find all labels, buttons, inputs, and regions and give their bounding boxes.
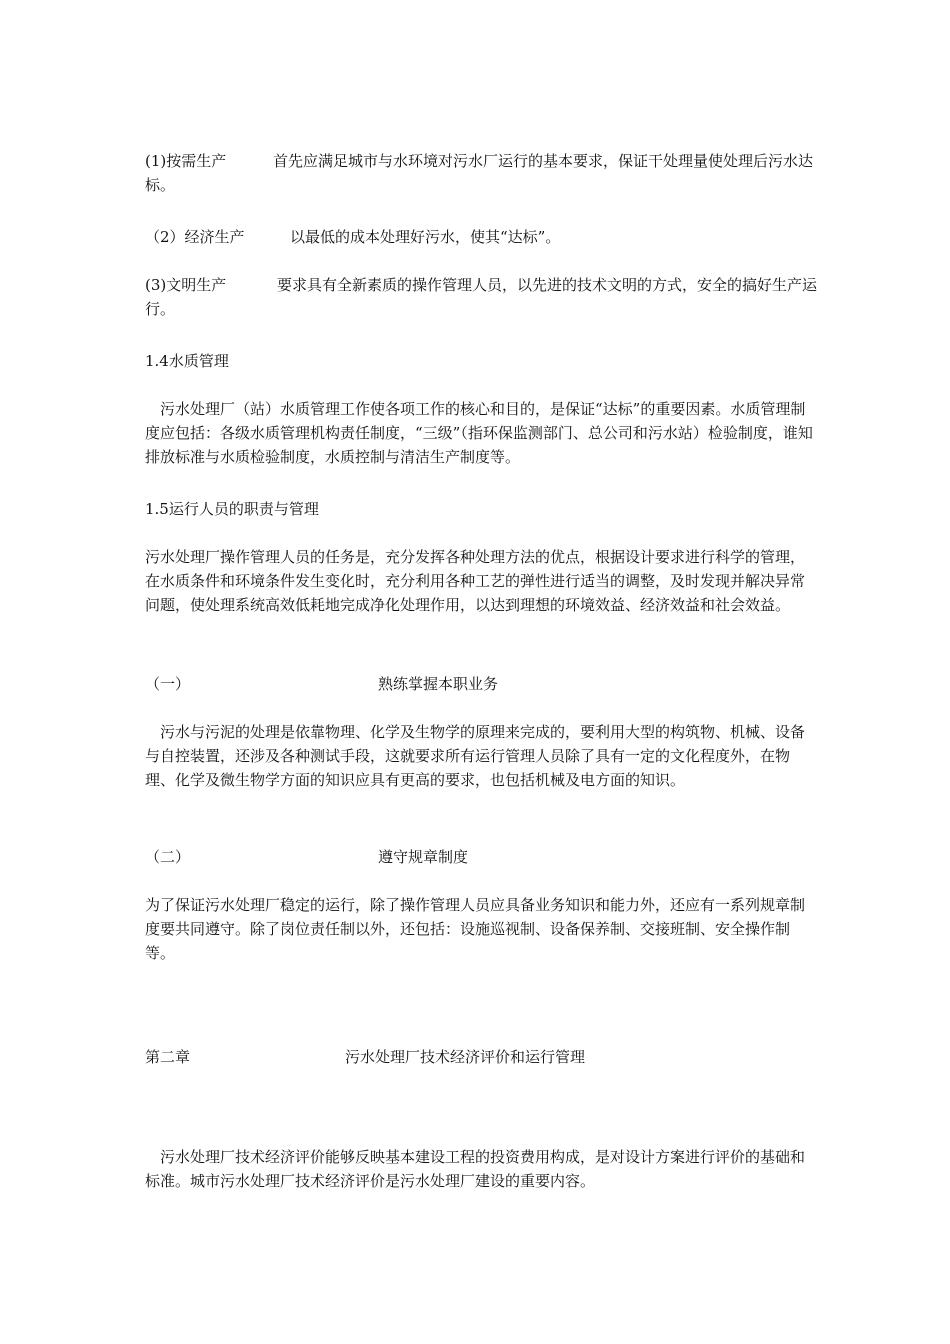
subsection-2-title: 遵守规章制度: [378, 848, 469, 866]
section-1-4-heading: 1.4水质管理: [145, 352, 229, 370]
subsection-1-body: 污水与污泥的处理是依靠物理、化学及生物学的原理来完成的，要利用大型的构筑物、机械、设备与自控装置，还涉及各种测试手段，这就要求所有运行管理人员除了具有一定的文化程度外，在物理、化学及微生物学方面的知识应具有更高的要求，也包括机械及电方面的知识。: [145, 723, 806, 789]
section-1-4-body: 污水处理厂（站）水质管理工作使各项工作的核心和目的，是保证“达标”的重要因素。水质管理制度应包括：各级水质管理机构责任制度，“三级”（指环保监测部门、总公司和污水站）检验制度，谁知排放标准与水质检验制度，水质控制与清洁生产制度等。: [145, 400, 813, 466]
item-2-label: （2）经济生产: [145, 228, 245, 246]
item-1: [145, 149, 817, 197]
item-3-text: 要求具有全新素质的操作管理人员，以先进的技术文明的方式，安全的搞好生产运行。: [145, 276, 818, 318]
chapter-2-title: 污水处理厂技术经济评价和运行管理: [345, 1048, 586, 1066]
subsection-2-heading: [145, 845, 817, 869]
item-3: [145, 273, 817, 321]
subsection-1-title: 熟练掌握本职业务: [378, 675, 499, 693]
subsection-1-heading: [145, 672, 817, 696]
section-1-5-body: 污水处理厂操作管理人员的任务是，充分发挥各种处理方法的优点，根据设计要求进行科学的管理，在水质条件和环境条件发生变化时，充分利用各种工艺的弹性进行适当的调整，及时发现并解决异常问题，使处理系统高效低耗地完成净化处理作用，以达到理想的环境效益、经济效益和社会效益。: [145, 548, 806, 614]
subsection-2-body: 为了保证污水处理厂稳定的运行，除了操作管理人员应具备业务知识和能力外，还应有一系列规章制度要共同遵守。除了岗位责任制以外，还包括：设施巡视制、设备保养制、交接班制、安全操作制等。: [145, 896, 806, 962]
chapter-2-body: 污水处理厂技术经济评价能够反映基本建设工程的投资费用构成，是对设计方案进行评价的基础和标准。城市污水处理厂技术经济评价是污水处理厂建设的重要内容。: [145, 1148, 806, 1190]
item-1-label: (1)按需生产: [145, 152, 227, 170]
item-2: [145, 225, 817, 249]
chapter-2-number: 第二章: [145, 1048, 191, 1066]
subsection-1-number: （一）: [145, 675, 191, 693]
item-1-text: 首先应满足城市与水环境对污水厂运行的基本要求，保证干处理量使处理后污水达标。: [145, 152, 814, 194]
subsection-2-number: （二）: [145, 848, 191, 866]
item-2-text: 以最低的成本处理好污水，使其“达标”。: [290, 228, 561, 246]
chapter-2-heading: [145, 1045, 817, 1069]
section-1-5-heading: 1.5运行人员的职责与管理: [145, 500, 319, 518]
item-3-label: (3)文明生产: [145, 276, 227, 294]
